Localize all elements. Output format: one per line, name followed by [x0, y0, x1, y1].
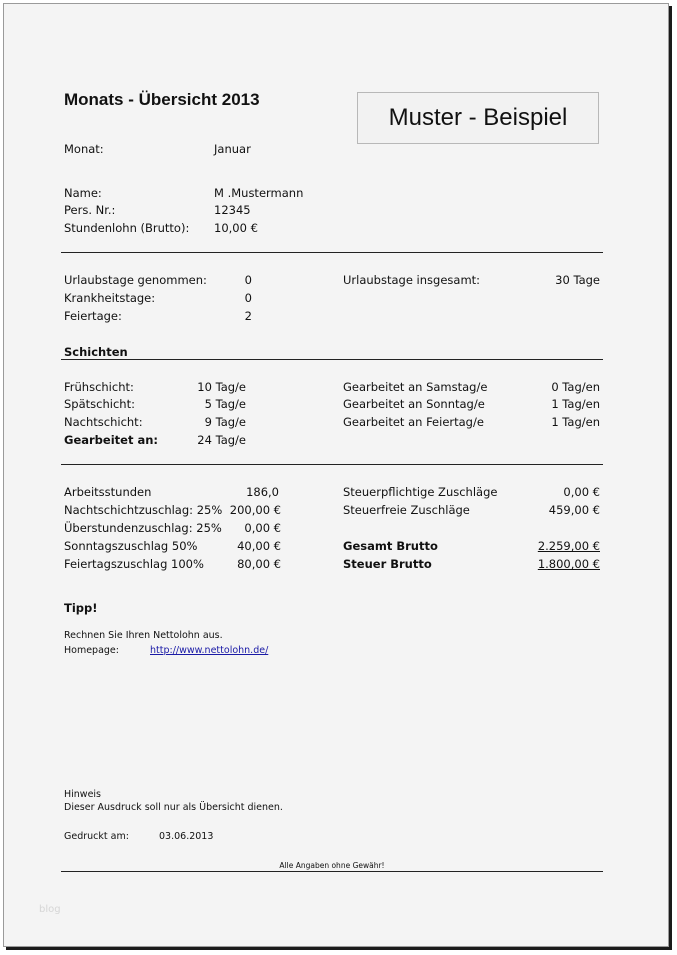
- month-label: Monat:: [64, 142, 104, 156]
- holiday-bonus-value: 80,00 €: [237, 557, 281, 571]
- divider-2: [61, 359, 603, 360]
- overtime-bonus-label: Überstundenzuschlag: 25%: [64, 521, 222, 535]
- saturday-label: Gearbeitet an Samstag/e: [343, 380, 488, 394]
- month-value: Januar: [214, 142, 251, 156]
- tip-text: Rechnen Sie Ihren Nettolohn aus.: [64, 630, 223, 641]
- watermark: blog: [39, 904, 61, 915]
- sick-days-value: 0: [244, 291, 252, 305]
- night-shift-label: Nachtschicht:: [64, 415, 143, 429]
- shifts-heading: Schichten: [64, 345, 128, 359]
- overtime-bonus-value: 0,00 €: [244, 521, 281, 535]
- divider-1: [61, 252, 603, 253]
- divider-3: [61, 464, 603, 465]
- taxable-bonus-value: 0,00 €: [563, 485, 600, 499]
- sick-days-label: Krankheitstage:: [64, 291, 156, 305]
- work-hours-label: Arbeitsstunden: [64, 485, 152, 499]
- name-value: M .Mustermann: [214, 186, 304, 200]
- sunday-label: Gearbeitet an Sonntag/e: [343, 397, 485, 411]
- holiday-bonus-label: Feiertagszuschlag 100%: [64, 557, 204, 571]
- pers-nr-value: 12345: [214, 203, 251, 217]
- vacation-total-label: Urlaubstage insgesamt:: [343, 273, 481, 287]
- taxfree-bonus-label: Steuerfreie Zuschläge: [343, 503, 470, 517]
- late-shift-label: Spätschicht:: [64, 397, 135, 411]
- holidays-value: 2: [244, 309, 252, 323]
- worked-days-label: Gearbeitet an:: [64, 433, 158, 447]
- footer-divider: [61, 871, 603, 872]
- hourly-wage-value: 10,00 €: [214, 221, 258, 235]
- saturday-value: 0 Tag/en: [551, 380, 600, 394]
- notice-heading: Hinweis: [64, 789, 102, 800]
- early-shift-value: 10 Tag/e: [197, 380, 246, 394]
- taxable-bonus-label: Steuerpflichtige Zuschläge: [343, 485, 498, 499]
- document-page: [3, 3, 669, 947]
- vacation-taken-label: Urlaubstage genommen:: [64, 273, 207, 287]
- vacation-taken-value: 0: [244, 273, 252, 287]
- gross-total-value: 2.259,00 €: [537, 539, 600, 553]
- page-title: Monats - Übersicht 2013: [64, 90, 260, 109]
- hourly-wage-label: Stundenlohn (Brutto):: [64, 221, 190, 235]
- early-shift-label: Frühschicht:: [64, 380, 134, 394]
- late-shift-value: 5 Tag/e: [204, 397, 246, 411]
- vacation-total-value: 30 Tage: [555, 273, 600, 287]
- tip-heading: Tipp!: [64, 601, 98, 615]
- name-label: Name:: [64, 186, 102, 200]
- holiday-work-value: 1 Tag/en: [551, 415, 600, 429]
- homepage-label: Homepage:: [64, 645, 119, 656]
- tax-gross-value: 1.800,00 €: [537, 557, 600, 571]
- sample-badge: Muster - Beispiel: [357, 92, 599, 144]
- printed-date: 03.06.2013: [159, 831, 214, 842]
- pers-nr-label: Pers. Nr.:: [64, 203, 116, 217]
- night-bonus-value: 200,00 €: [229, 503, 281, 517]
- notice-text: Dieser Ausdruck soll nur als Übersicht dienen.: [64, 802, 283, 813]
- sunday-bonus-value: 40,00 €: [237, 539, 281, 553]
- gross-total-label: Gesamt Brutto: [343, 539, 438, 553]
- homepage-link[interactable]: http://www.nettolohn.de/: [150, 645, 269, 656]
- holiday-work-label: Gearbeitet an Feiertag/e: [343, 415, 484, 429]
- disclaimer: Alle Angaben ohne Gewähr!: [279, 861, 385, 870]
- work-hours-value: 186,0: [246, 485, 279, 499]
- tax-gross-label: Steuer Brutto: [343, 557, 432, 571]
- taxfree-bonus-value: 459,00 €: [548, 503, 600, 517]
- sunday-value: 1 Tag/en: [551, 397, 600, 411]
- printed-label: Gedruckt am:: [64, 831, 129, 842]
- holidays-label: Feiertage:: [64, 309, 122, 323]
- night-bonus-label: Nachtschichtzuschlag: 25%: [64, 503, 223, 517]
- worked-days-value: 24 Tag/e: [197, 433, 246, 447]
- night-shift-value: 9 Tag/e: [204, 415, 246, 429]
- sunday-bonus-label: Sonntagszuschlag 50%: [64, 539, 198, 553]
